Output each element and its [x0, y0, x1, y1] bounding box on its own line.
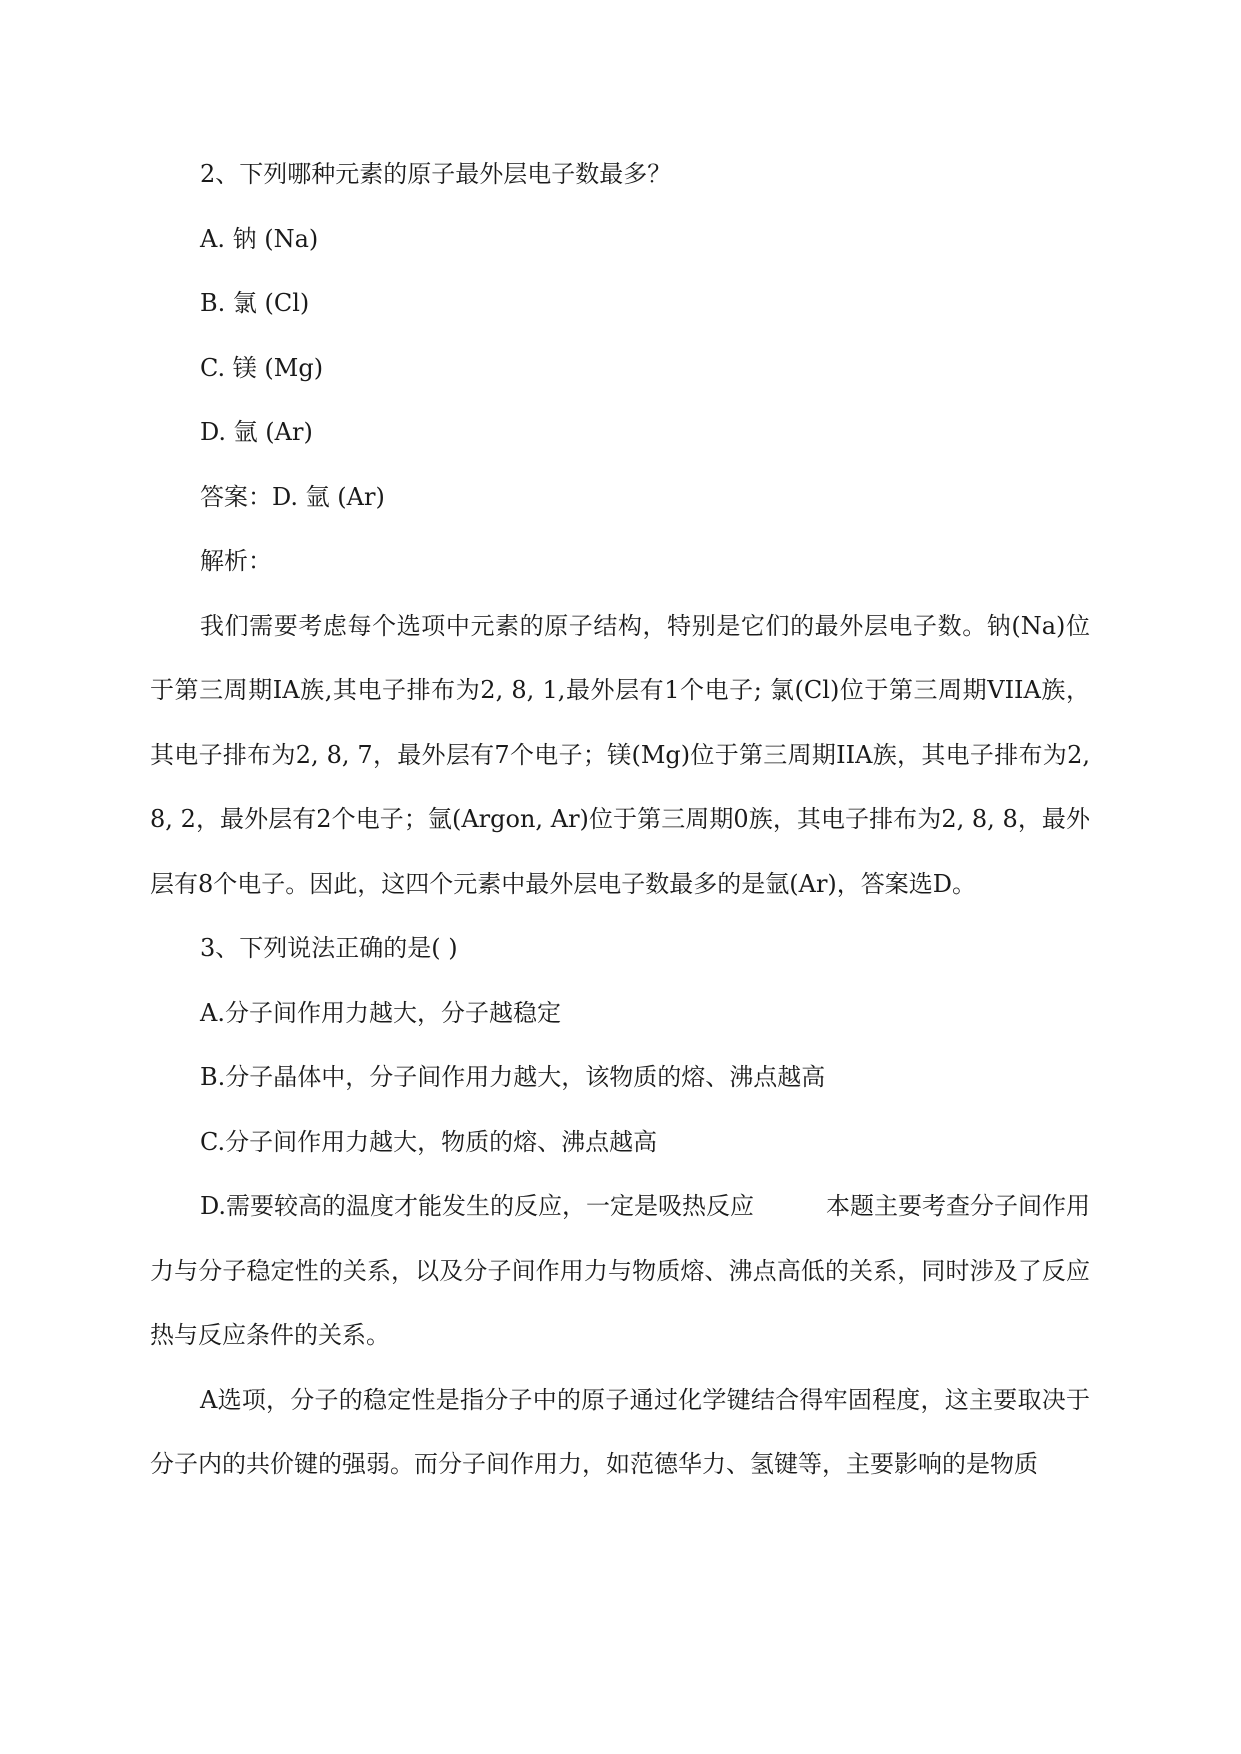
q2-option-a: A. 钠 (Na)	[200, 224, 319, 253]
q2-option-d: D. 氩 (Ar)	[200, 418, 313, 446]
q3-option-b: B.分子晶体中，分子间作用力越大，该物质的熔、沸点越高	[200, 1063, 826, 1091]
q3-option-d-and-intro: D.需要较高的温度才能发生的反应，一定是吸热反应 本题主要考查分子间作用力与分子稳定性的关系，以及分子间作用力与物质熔、沸点高低的关系，同时涉及了反应热与反应条件的关系。	[150, 1192, 1091, 1349]
q3-analysis-a: A选项，分子的稳定性是指分子中的原子通过化学键结合得牢固程度，这主要取决于分子内的共价键的强弱。而分子间作用力，如范德华力、氢键等，主要影响的是物质	[150, 1385, 1090, 1478]
q2-analysis-text: 我们需要考虑每个选项中元素的原子结构，特别是它们的最外层电子数。钠(Na)位于第三周期IA族,其电子排布为2, 8, 1,最外层有1个电子; 氯(Cl)位于第三周期VIIA族，其电子排布为2, 8, 7，最外层有7个电子；镁(Mg)位于第三周期IIA族，其电子排布为2, 8, 2，最外层有2个电子；氩(Argon, Ar)位于第三周期0族，其电子排布为2, 8, 8，最外层有8个电子。因此，这四个元素中最外层电子数最多的是氩(Ar)，答案选D。	[150, 611, 1090, 898]
q3-option-c: C.分子间作用力越大，物质的熔、沸点越高	[200, 1127, 658, 1156]
q2-option-b: B. 氯 (Cl)	[200, 289, 310, 317]
q3-option-a: A.分子间作用力越大，分子越稳定	[200, 998, 561, 1027]
document-body	[150, 142, 1090, 1497]
q2-analysis-label: 解析：	[200, 547, 272, 575]
q2-answer: 答案：D. 氩 (Ar)	[200, 482, 385, 511]
question-3: 3、下列说法正确的是( )	[200, 934, 458, 962]
question-2: 2、下列哪种元素的原子最外层电子数最多？	[200, 160, 672, 188]
q2-option-c: C. 镁 (Mg)	[200, 353, 324, 382]
